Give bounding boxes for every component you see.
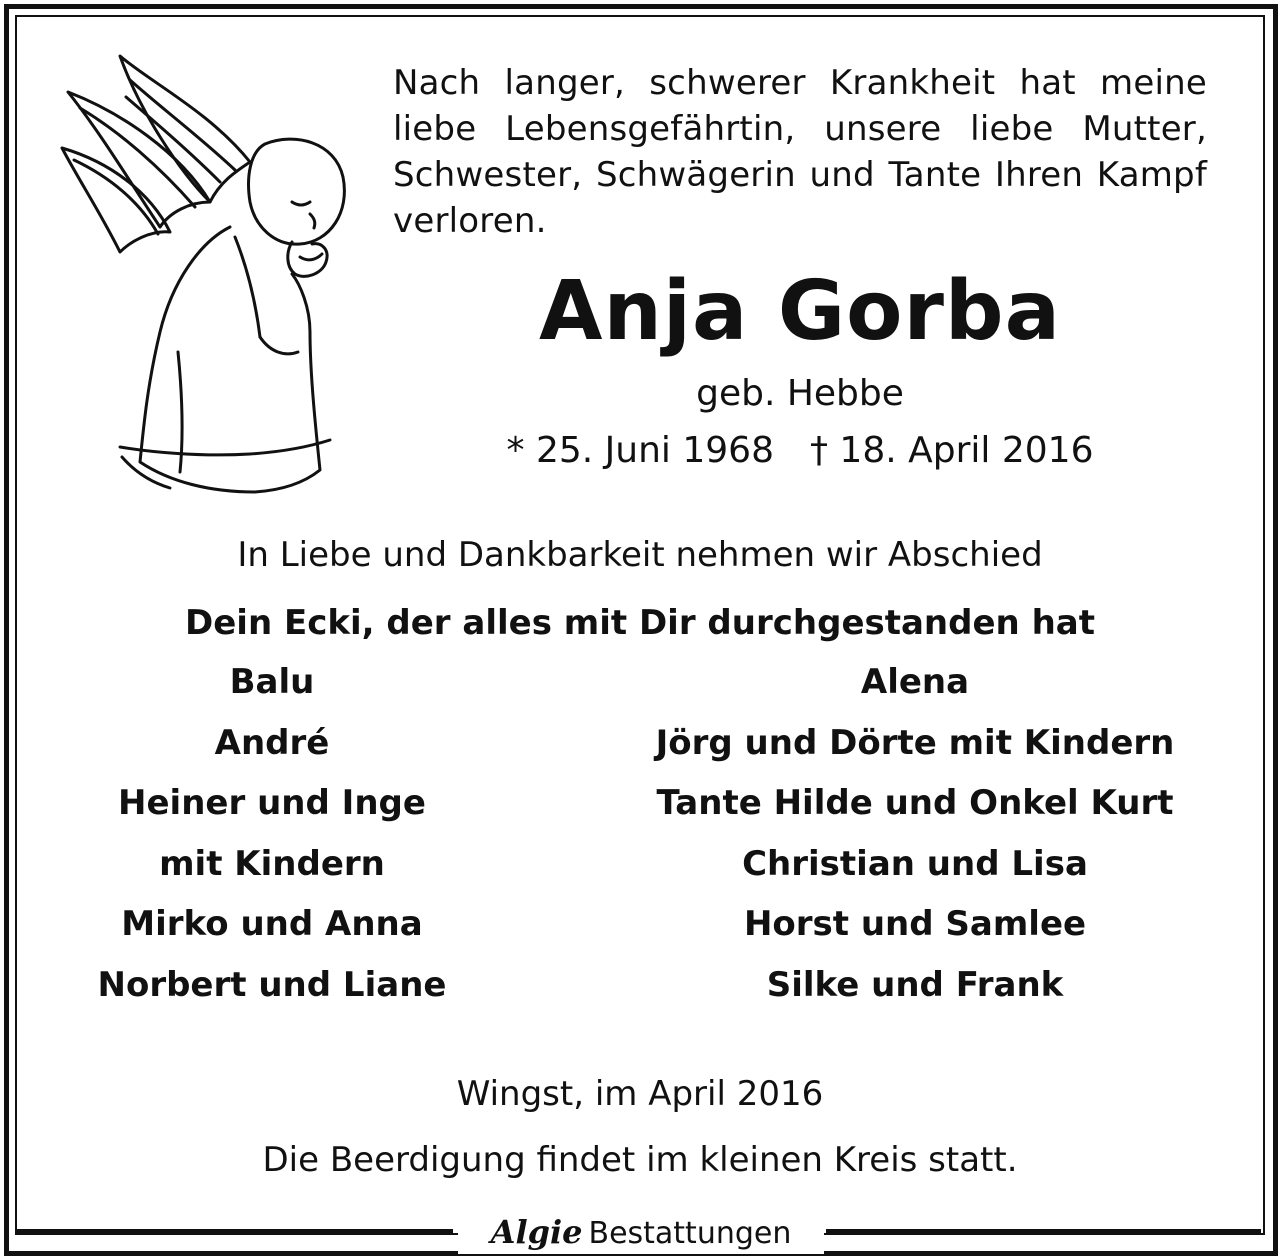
death-date: † 18. April 2016 [809,430,1094,471]
birth-date: * 25. Juni 1968 [506,430,774,471]
birth-name: geb. Hebbe [696,373,904,414]
intro-text: Nach langer, schwerer Krankheit hat meine liebe Lebensgefährtin, unsere liebe Mutter, Schwester, Schwägerin und Tante Ihren Kampf verloren. [393,63,1207,241]
footer-rule-left [17,1229,453,1233]
mourner-name: Alena [860,662,970,702]
mourner-name: Mirko und Anna [121,904,423,944]
mourner-name: mit Kindern [159,843,385,884]
mourner-name: Heiner und Inge [118,783,426,823]
undertaker-credit [458,1210,824,1254]
mourner-name: Silke und Frank [766,964,1064,1005]
place-date: Wingst, im April 2016 [456,1074,824,1114]
funeral-note: Die Beerdigung findet im kleinen Kreis statt. [262,1140,1018,1180]
footer [0,1208,1280,1254]
life-dates [480,426,1120,476]
undertaker-logo: Algie [490,1213,583,1251]
farewell-line: In Liebe und Dankbarkeit nehmen wir Abschied [237,535,1043,575]
mourners-right-column [600,656,1230,1019]
mourner-name: Horst und Samlee [743,904,1087,944]
mourner-name: André [214,722,330,763]
mourner-name: Christian und Lisa [742,843,1088,884]
mourner-name: Balu [229,662,315,702]
footer-rule-right [826,1229,1261,1233]
undertaker-service: Bestattungen [588,1216,792,1251]
deceased-name: Anja Gorba [539,264,1061,359]
mourner-name: Jörg und Dörte mit Kindern [655,722,1175,763]
mourner-name: Norbert und Liane [97,964,447,1005]
mourner-name: Tante Hilde und Onkel Kurt [656,783,1174,823]
mourners-lead: Dein Ecki, der alles mit Dir durchgestanden hat [185,603,1095,643]
mourners-left-column [62,656,482,1019]
angel-illustration [60,52,360,512]
